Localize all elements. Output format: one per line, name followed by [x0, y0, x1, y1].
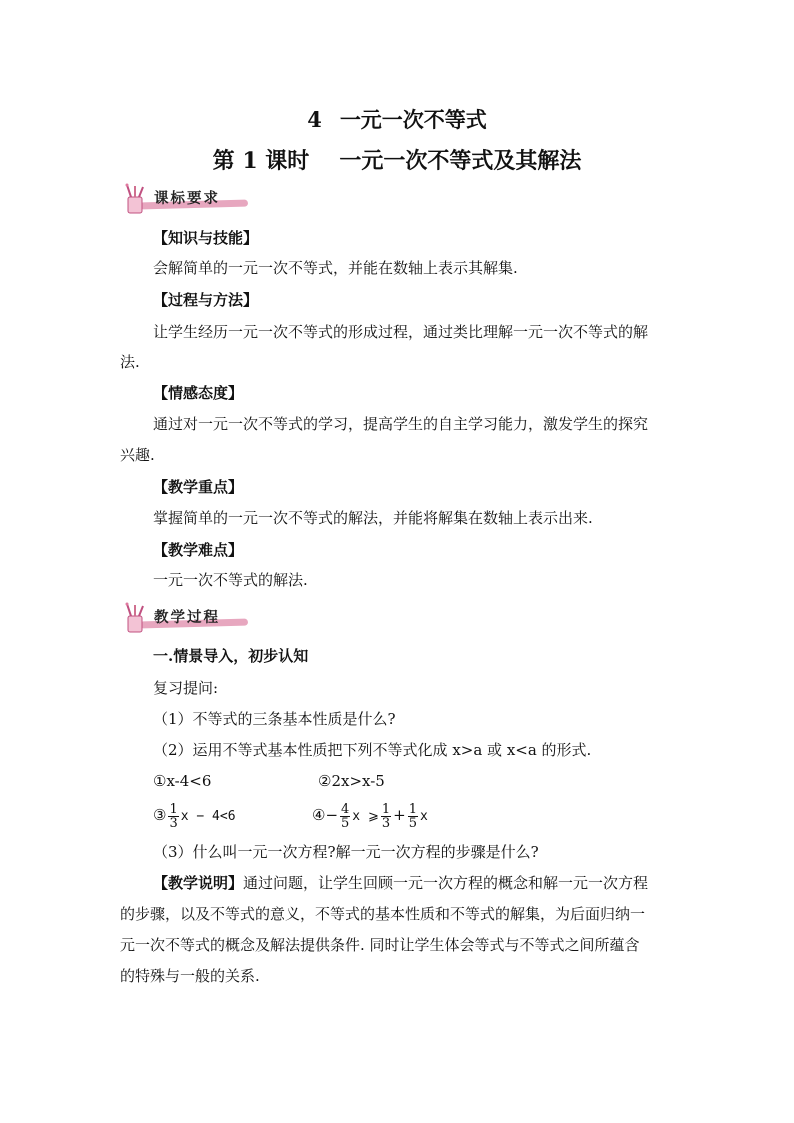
denominator: 5 — [408, 815, 417, 831]
teaching-note-text: 通过问题，让学生回顾一元一次方程的概念和解一元一次方程 — [243, 874, 649, 892]
numerator: 1 — [408, 801, 417, 817]
teaching-note-line-2: 的步骤，以及不等式的意义，不等式的基本性质和不等式的解集，为后面归纳一 — [120, 905, 646, 923]
text-attitude-1: 通过对一元一次不等式的学习，提高学生的自主学习能力，激发学生的探究 — [153, 415, 649, 433]
lesson-name: 一元一次不等式及其解法 — [339, 148, 582, 174]
exercise-1: ①x-4<6 — [153, 772, 212, 790]
question-2: （2）运用不等式基本性质把下列不等式化成 x>a 或 x<a 的形式. — [153, 741, 592, 759]
teaching-note-line-1 — [153, 873, 648, 893]
fraction — [408, 803, 418, 830]
question-3: （3）什么叫一元一次方程?解一元一次方程的步骤是什么? — [153, 843, 539, 861]
section-label-text: 教学过程 — [154, 610, 220, 626]
pencil-cup-icon — [120, 602, 156, 634]
exercise-3-rest: x − 4<6 — [180, 809, 236, 824]
fraction — [340, 803, 350, 830]
teaching-note-heading: 【教学说明】 — [153, 874, 244, 892]
review-prompt: 复习提问: — [153, 679, 219, 697]
heading-attitude: 【情感态度】 — [153, 384, 244, 402]
plus-sign: + — [393, 806, 406, 824]
part1-heading: 一.情景导入，初步认知 — [153, 647, 309, 665]
denominator: 5 — [341, 815, 350, 831]
heading-process: 【过程与方法】 — [153, 291, 259, 309]
heading-knowledge: 【知识与技能】 — [153, 229, 259, 247]
text-difficulty: 一元一次不等式的解法. — [153, 571, 308, 589]
pencil-cup-icon — [120, 183, 156, 215]
chapter-name: 一元一次不等式 — [339, 107, 487, 132]
fraction — [168, 803, 178, 830]
text-knowledge: 会解简单的一元一次不等式，并能在数轴上表示其解集. — [153, 259, 518, 277]
chapter-number: 4 — [307, 107, 322, 132]
numerator: 4 — [341, 801, 350, 817]
section-label-standards — [120, 183, 245, 215]
text-process-2: 法. — [120, 353, 140, 371]
exercise-4-marker: ④− — [312, 806, 339, 824]
lesson-title — [0, 144, 794, 175]
fraction — [381, 803, 391, 830]
exercise-4-mid: x ⩾ — [352, 809, 379, 824]
exercise-3 — [153, 800, 236, 832]
exercise-2: ②2x>x-5 — [318, 772, 385, 790]
heading-difficulty: 【教学难点】 — [153, 541, 244, 559]
section-label-process — [120, 602, 245, 634]
denominator: 3 — [169, 815, 178, 831]
exercise-4-tail: x — [419, 809, 428, 824]
numerator: 1 — [169, 801, 178, 817]
teaching-note-line-4: 的特殊与一般的关系. — [120, 967, 260, 985]
heading-key-point: 【教学重点】 — [153, 478, 244, 496]
chapter-title — [0, 104, 794, 134]
section-label-text: 课标要求 — [154, 191, 220, 207]
denominator: 3 — [381, 815, 391, 831]
exercise-3-marker: ③ — [153, 806, 167, 824]
numerator: 1 — [381, 801, 391, 817]
text-process-1: 让学生经历一元一次不等式的形成过程，通过类比理解一元一次不等式的解 — [153, 323, 649, 341]
text-attitude-2: 兴趣. — [120, 446, 155, 464]
lesson-number: 第 1 课时 — [212, 148, 310, 174]
text-key-point: 掌握简单的一元一次不等式的解法，并能将解集在数轴上表示出来. — [153, 509, 593, 527]
question-1: （1）不等式的三条基本性质是什么? — [153, 710, 396, 728]
teaching-note-line-3: 元一次不等式的概念及解法提供条件. 同时让学生体会等式与不等式之间所蕴含 — [120, 936, 640, 954]
exercise-4 — [312, 800, 428, 832]
